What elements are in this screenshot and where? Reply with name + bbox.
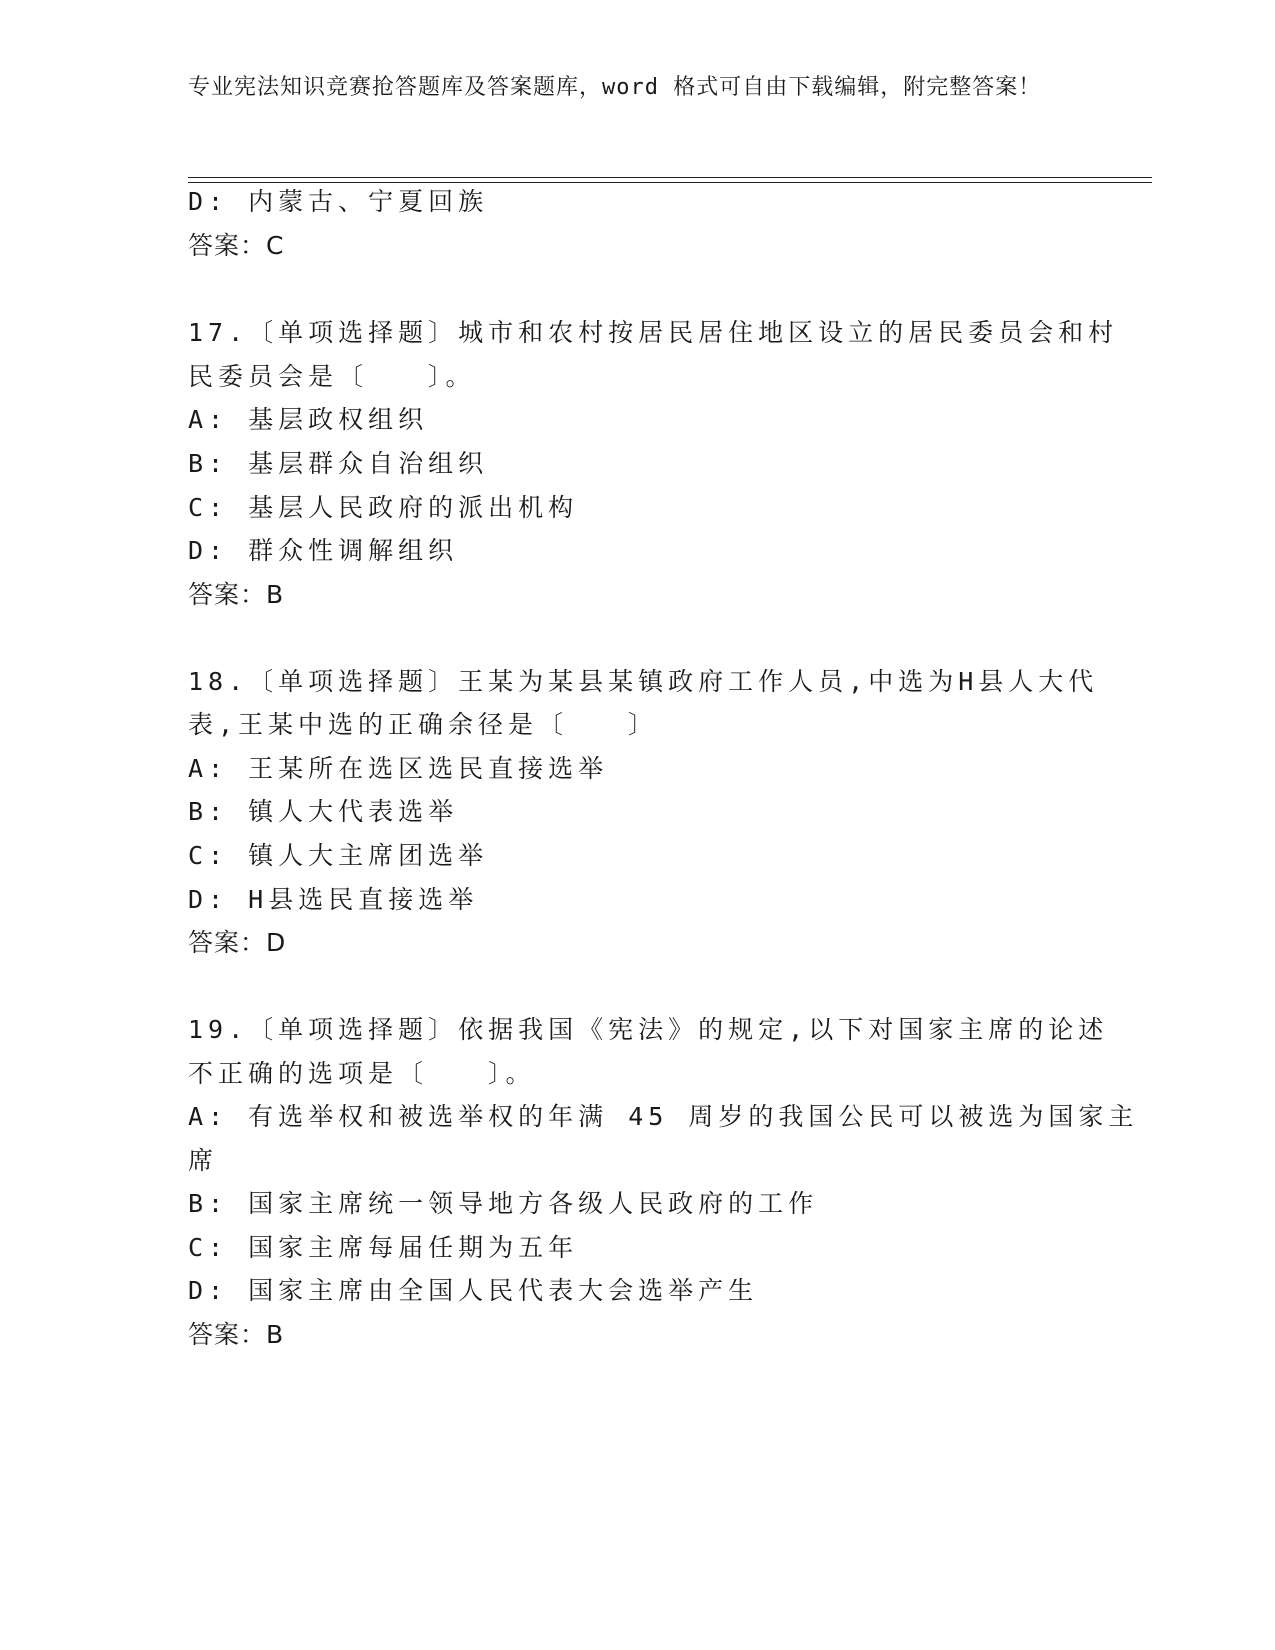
q17-stem-line2: 民委员会是〔 〕。 xyxy=(188,362,476,391)
q19-option-c: C: 国家主席每届任期为五年 xyxy=(188,1233,579,1262)
q17-stem-line1: 17.〔单项选择题〕城市和农村按居民居住地区设立的居民委员会和村 xyxy=(188,318,1119,347)
q18-answer: 答案：D xyxy=(188,928,287,957)
q17-option-d: D: 群众性调解组织 xyxy=(188,536,459,565)
q19-option-d: D: 国家主席由全国人民代表大会选举产生 xyxy=(188,1276,759,1305)
q17-option-c: C: 基层人民政府的派出机构 xyxy=(188,493,579,522)
prev-option-d: D: 内蒙古、宁夏回族 xyxy=(188,187,489,216)
prev-answer: 答案：C xyxy=(188,231,285,260)
q17-option-a: A: 基层政权组织 xyxy=(188,405,429,434)
q19-option-a-line2: 席 xyxy=(188,1146,219,1175)
q19-stem-line1: 19.〔单项选择题〕依据我国《宪法》的规定,以下对国家主席的论述 xyxy=(188,1015,1109,1044)
q18-option-a: A: 王某所在选区选民直接选举 xyxy=(188,754,609,783)
q18-option-d: D: H县选民直接选举 xyxy=(188,885,479,914)
q17-option-b: B: 基层群众自治组织 xyxy=(188,449,489,478)
q18-option-b: B: 镇人大代表选举 xyxy=(188,797,459,826)
q19-answer: 答案：B xyxy=(188,1320,285,1349)
header-rule-top xyxy=(188,177,1152,178)
page-header: 专业宪法知识竞赛抢答题库及答案题库，word 格式可自由下载编辑，附完整答案！ xyxy=(188,75,1042,100)
q19-stem-line2: 不正确的选项是〔 〕。 xyxy=(188,1059,536,1088)
q19-option-a-line1: A: 有选举权和被选举权的年满 45 周岁的我国公民可以被选为国家主 xyxy=(188,1102,1139,1131)
q18-stem-line2: 表,王某中选的正确余径是〔 〕 xyxy=(188,710,659,739)
q17-answer: 答案：B xyxy=(188,580,285,609)
q18-stem-line1: 18.〔单项选择题〕王某为某县某镇政府工作人员,中选为H县人大代 xyxy=(188,667,1099,696)
header-rule-bottom xyxy=(188,182,1152,183)
q19-option-b: B: 国家主席统一领导地方各级人民政府的工作 xyxy=(188,1189,819,1218)
q18-option-c: C: 镇人大主席团选举 xyxy=(188,841,489,870)
